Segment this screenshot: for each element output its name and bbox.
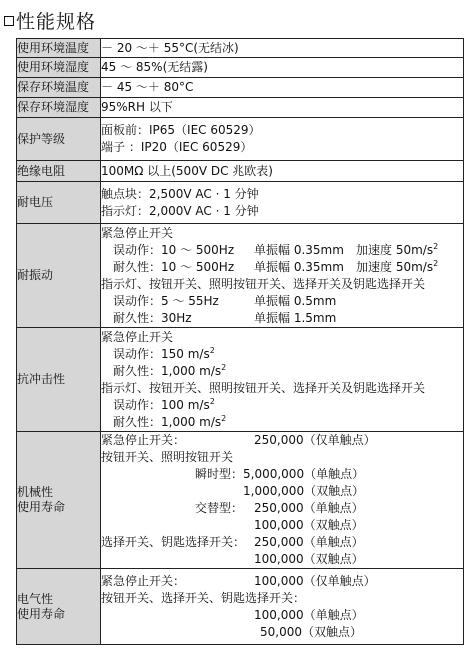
elec-line-1 [101,573,463,590]
label-elec-1: 电气性 [17,591,54,606]
label-vib: 耐振动 [17,224,101,328]
label-st-temp: 保存环境温度 [17,78,101,98]
superscript: 2 [209,396,215,406]
section-title [4,10,96,34]
value-shock [101,328,464,432]
vib-line-3 [101,259,463,276]
label-st-hum: 保存环境湿度 [17,98,101,118]
table-row [17,118,464,161]
superscript: 2 [221,362,227,372]
value-protect [101,118,464,161]
mech-selector-double: 100,000（双触点） [254,552,364,566]
spec-table [16,38,464,645]
vib-emergency-heading: 紧急停止开关 [101,225,174,240]
value-st-temp: － 45 ～＋ 80°C [101,78,464,98]
protect-line-1 [101,122,463,139]
vib-line-6 [101,310,463,327]
label-volt: 耐电压 [17,182,101,224]
volt-line-2 [101,203,463,220]
mech-momentary-double: 1,000,000（双触点） [243,484,365,498]
label-elec [17,569,101,645]
mech-line-7 [101,534,463,551]
protect-front: 面板前：IP65（IEC 60529） [101,123,261,137]
vib-line-1 [101,225,463,242]
table-row [17,328,464,432]
mech-emergency: 紧急停止开关： [101,433,186,447]
table-row [17,58,464,78]
shock-other-heading: 指示灯、按钮开关、照明按钮开关、选择开关及钥匙选择开关 [101,380,426,395]
elec-double: 50,000（双触点） [260,624,362,639]
value-op-hum: 45 ～ 85%(无结露) [101,58,464,78]
table-row [17,224,464,328]
superscript: 2 [433,241,439,251]
shock-text-1: 误动作：150 m/s [113,346,210,361]
value-mech [101,432,464,569]
mech-selector: 选择开关、钥匙选择开关： [101,535,246,549]
mech-line-3 [101,466,463,483]
mech-line-4 [101,483,463,500]
elec-line-4 [101,624,463,641]
elec-line-2 [101,590,463,607]
mech-alternate-single: 250,000（单触点） [254,501,364,515]
vib-other-durability: 耐久性：30Hz [113,310,192,325]
shock-line-5 [101,397,463,414]
value-elec [101,569,464,645]
table-row [17,182,464,224]
volt-contact: 触点块：2,500V AC · 1 分钟 [101,186,259,201]
table-row [17,39,464,58]
vib-line-5 [101,293,463,310]
table-row [17,98,464,118]
shock-line-6 [101,414,463,431]
volt-line-1 [101,186,463,203]
value-vib [101,224,464,328]
shock-other-durability [113,414,226,431]
table-row [17,161,464,182]
label-mech-1: 机械性 [17,485,54,499]
checkbox-square-icon [4,16,14,26]
label-protect: 保护等级 [17,118,101,161]
vib-acc-text-1: 加速度 50m/s [356,242,434,257]
shock-line-4 [101,380,463,397]
elec-emergency: 紧急停止开关： [101,573,186,588]
mech-momentary: 瞬时型： [195,467,244,481]
shock-text-3: 误动作：100 m/s [113,397,210,412]
elec-line-3 [101,607,463,624]
vib-other-malfunction: 误动作：5 ～ 55Hz [113,293,219,308]
mech-line-2 [101,449,463,466]
title-text: 性能规格 [16,11,97,33]
value-volt [101,182,464,224]
table-row [17,78,464,98]
table-row [17,569,464,645]
vib-emg-acc-2 [356,259,438,276]
label-elec-2: 使用寿命 [17,606,66,621]
mech-line-5 [101,500,463,517]
mech-line-6 [101,517,463,534]
mech-momentary-single: 5,000,000（单触点） [243,467,365,481]
superscript: 2 [221,413,227,423]
shock-line-2 [101,346,463,363]
label-insul: 绝缘电阻 [17,161,101,182]
value-op-temp: － 20 ～＋ 55°C(无结冰) [101,39,464,58]
label-mech-2: 使用寿命 [17,500,66,514]
vib-other-amp-1: 单振幅 0.5mm [254,293,337,308]
mech-emergency-value: 250,000（仅单触点） [254,433,376,447]
mech-selector-single: 250,000（单触点） [254,535,364,549]
table-row [17,432,464,569]
label-op-temp: 使用环境温度 [17,39,101,58]
vib-emg-acc-1 [356,242,438,259]
shock-text-4: 耐久性：1,000 m/s [113,414,222,429]
vib-line-2 [101,242,463,259]
vib-emg-amp-2: 单振幅 0.35mm [254,259,344,274]
vib-acc-text-2: 加速度 50m/s [356,259,434,274]
mech-line-8 [101,551,463,568]
volt-indicator: 指示灯：2,000V AC · 1 分钟 [101,203,259,218]
label-shock: 抗冲击性 [17,328,101,432]
vib-line-4 [101,276,463,293]
shock-emergency-heading: 紧急停止开关 [101,329,174,344]
vib-emg-malfunction: 误动作：10 ～ 500Hz [113,242,235,257]
vib-emg-amp-1: 单振幅 0.35mm [254,242,344,257]
superscript: 2 [209,345,215,355]
elec-button-heading: 按钮开关、选择开关、钥匙选择开关： [101,590,306,605]
shock-text-2: 耐久性：1,000 m/s [113,363,222,378]
shock-emg-durability [113,363,226,380]
mech-alternate-double: 100,000（双触点） [254,518,364,532]
mech-line-1 [101,432,463,449]
mech-button-heading: 按钮开关、照明按钮开关 [101,450,234,464]
mech-alternate: 交替型： [195,501,244,515]
elec-single: 100,000（单触点） [254,607,364,622]
vib-emg-durability: 耐久性：10 ～ 500Hz [113,259,235,274]
shock-emg-malfunction [113,346,215,363]
protect-line-2 [101,139,463,156]
vib-other-heading: 指示灯、按钮开关、照明按钮开关、选择开关及钥匙选择开关 [101,276,426,291]
label-mech [17,432,101,569]
value-insul: 100MΩ 以上(500V DC 兆欧表) [101,161,464,182]
shock-line-3 [101,363,463,380]
vib-other-amp-2: 单振幅 1.5mm [254,310,337,325]
protect-terminal: 端子 ：IP20（IEC 60529） [101,140,253,154]
shock-other-malfunction [113,397,215,414]
label-op-hum: 使用环境湿度 [17,58,101,78]
elec-emergency-value: 100,000（仅单触点） [254,573,376,588]
shock-line-1 [101,329,463,346]
value-st-hum: 95%RH 以下 [101,98,464,118]
superscript: 2 [433,258,439,268]
